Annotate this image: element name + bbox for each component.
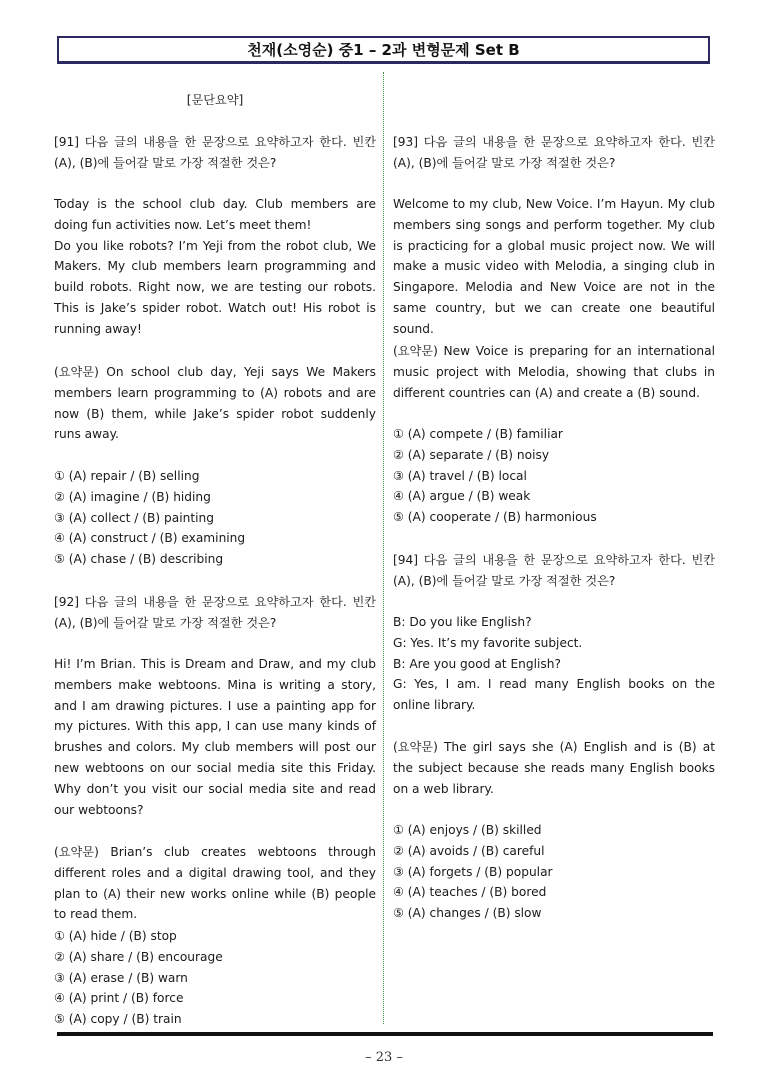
option-item: ① (A) repair / (B) selling <box>54 469 200 483</box>
option-item: ① (A) compete / (B) familiar <box>393 427 563 441</box>
question-prompt: 다음 글의 내용을 한 문장으로 요약하고자 한다. 빈칸 (A), (B)에 들어갈 말로 가장 적절한 것은? <box>393 135 715 170</box>
question-prompt: 다음 글의 내용을 한 문장으로 요약하고자 한다. 빈칸 (A), (B)에 들어갈 말로 가장 적절한 것은? <box>54 595 376 630</box>
option-item: ② (A) share / (B) encourage <box>54 949 223 964</box>
option-item: ① (A) enjoys / (B) skilled <box>393 823 542 837</box>
option-item: ① (A) hide / (B) stop <box>54 929 177 943</box>
dialogue-line: G: Yes, I am. I read many English books on the online library. <box>393 677 715 713</box>
option-item: ⑤ (A) copy / (B) train <box>54 1012 182 1027</box>
section-label: [문단요약] <box>186 93 244 107</box>
question-number: [91] <box>54 135 80 149</box>
option-item: ② (A) separate / (B) noisy <box>393 447 550 462</box>
option-item: ② (A) avoids / (B) careful <box>393 843 545 858</box>
question-91-options <box>54 466 376 570</box>
passage-paragraph: Hi! I’m Brian. This is Dream and Draw, and my club members make webtoons. Mina is writing a story, and I am drawing pictures. I use a painting app for my pictures. With this app, I can use many kinds of brushes and colors. My club members will post our new webtoons on our social media site this Friday. Why don’t you visit our social media site and read our webtoons? <box>54 657 376 817</box>
question-number: [93] <box>393 135 419 149</box>
question-94-summary: (요약문) The girl says she (A) English and is (B) at the subject because she reads many English books on a web library. <box>393 740 715 796</box>
option-item: ② (A) imagine / (B) hiding <box>54 489 211 504</box>
dialogue-line: B: Are you good at English? <box>393 656 561 671</box>
question-92-options <box>54 926 376 1030</box>
option-item: ⑤ (A) chase / (B) describing <box>54 552 224 567</box>
dialogue-line: G: Yes. It’s my favorite subject. <box>393 635 583 650</box>
option-item: ③ (A) erase / (B) warn <box>54 970 188 985</box>
question-number: [92] <box>54 595 80 609</box>
footer-rule <box>57 1032 713 1036</box>
option-item: ④ (A) teaches / (B) bored <box>393 885 547 900</box>
passage-paragraph: Welcome to my club, New Voice. I’m Hayun. My club members sing songs and perform together. My club is practicing for a global music project now. We will make a music video with Melodia, a singing club in Singapore. Melodia and New Voice are not in the same country, but we can create one beautiful sound. <box>393 197 715 336</box>
option-item: ④ (A) construct / (B) examining <box>54 531 246 546</box>
question-prompt: 다음 글의 내용을 한 문장으로 요약하고자 한다. 빈칸 (A), (B)에 들어갈 말로 가장 적절한 것은? <box>54 135 376 170</box>
question-94-prompt <box>393 550 715 592</box>
option-item: ④ (A) argue / (B) weak <box>393 489 531 504</box>
question-93-prompt <box>393 132 715 174</box>
question-93-summary: (요약문) New Voice is preparing for an international music project with Melodia, showing that clubs in different countries can (A) and create a (B) sound. <box>393 344 715 400</box>
question-93-passage <box>393 194 715 340</box>
question-94-passage <box>393 612 715 716</box>
option-item: ③ (A) forgets / (B) popular <box>393 864 553 879</box>
question-number: [94] <box>393 553 419 567</box>
question-prompt: 다음 글의 내용을 한 문장으로 요약하고자 한다. 빈칸 (A), (B)에 들어갈 말로 가장 적절한 것은? <box>393 553 715 588</box>
question-91-passage <box>54 194 376 340</box>
option-item: ③ (A) travel / (B) local <box>393 468 527 483</box>
dialogue-line: B: Do you like English? <box>393 615 532 629</box>
question-92-passage <box>54 654 376 820</box>
option-item: ④ (A) print / (B) force <box>54 991 184 1006</box>
question-94-options <box>393 820 715 924</box>
option-item: ③ (A) collect / (B) painting <box>54 510 214 525</box>
passage-paragraph: Today is the school club day. Club members are doing fun activities now. Let’s meet them! <box>54 197 376 232</box>
question-91-prompt <box>54 132 376 174</box>
page-number: – 23 – <box>365 1050 403 1065</box>
question-93-options <box>393 424 715 528</box>
question-91-summary: (요약문) On school club day, Yeji says We Makers members learn programming to (A) robots and are now (B) them, while Jake’s spider robot suddenly runs away. <box>54 365 376 442</box>
option-item: ⑤ (A) cooperate / (B) harmonious <box>393 510 597 525</box>
column-divider <box>383 72 384 1024</box>
passage-paragraph: Do you like robots? I’m Yeji from the robot club, We Makers. My club members learn programming and build robots. Right now, we are testing our robots. This is Jake’s spider robot. Watch out! His robot is running away! <box>54 238 376 336</box>
question-92-summary: (요약문) Brian’s club creates webtoons through different roles and a digital drawing tool, and they plan to (A) their new works online while (B) people to read them. <box>54 845 376 922</box>
page-header <box>57 36 710 64</box>
question-92-prompt <box>54 592 376 634</box>
option-item: ⑤ (A) changes / (B) slow <box>393 906 542 921</box>
header-title: 천재(소영순) 중1 – 2과 변형문제 Set B <box>247 41 520 59</box>
